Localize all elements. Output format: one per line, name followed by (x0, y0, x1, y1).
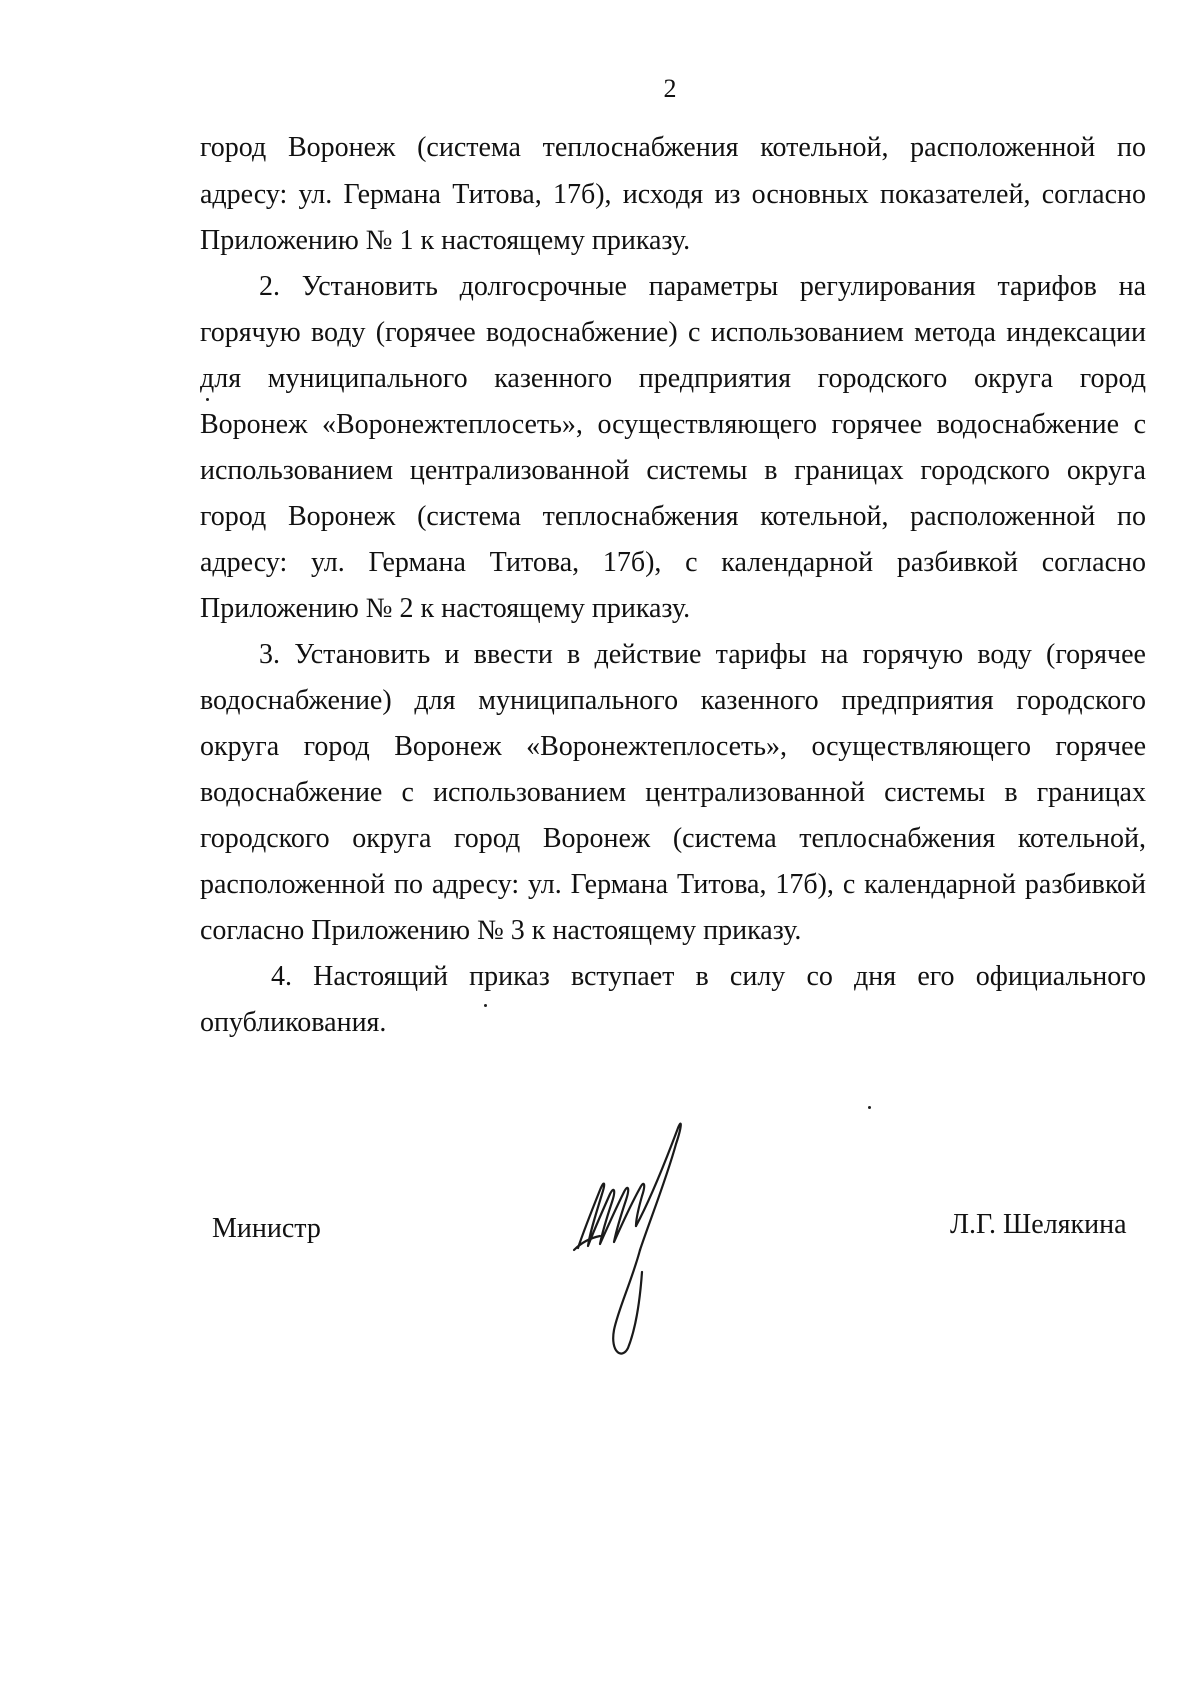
paragraph-line: водоснабжение) для муниципального казенного предприятия городского (200, 685, 1146, 716)
paragraph-line: округа город Воронеж «Воронежтеплосеть», осуществляющего горячее (200, 731, 1146, 762)
signatory-name: Л.Г. Шелякина (950, 1209, 1127, 1240)
paragraph-line: 4. Настоящий приказ вступает в силу со дня его официального (271, 961, 1146, 992)
page-number: 2 (663, 74, 677, 103)
paragraph-line: расположенной по адресу: ул. Германа Титова, 17б), с календарной разбивкой (200, 869, 1146, 900)
paragraph-line: Воронеж «Воронежтеплосеть», осуществляющего горячее водоснабжение с (200, 409, 1146, 440)
paragraph-line: адресу: ул. Германа Титова, 17б), исходя из основных показателей, согласно (200, 179, 1146, 210)
paragraph-line: адресу: ул. Германа Титова, 17б), с календарной разбивкой согласно (200, 547, 1146, 578)
paragraph-line: опубликования. (200, 1007, 387, 1038)
paragraph-line: Приложению № 2 к настоящему приказу. (200, 593, 691, 624)
paragraph-line: 2. Установить долгосрочные параметры регулирования тарифов на (259, 271, 1146, 302)
paragraph-line: городского округа город Воронеж (система теплоснабжения котельной, (200, 823, 1146, 854)
scan-speck (868, 1106, 871, 1109)
paragraph-line: для муниципального казенного предприятия городского округа город (200, 363, 1146, 394)
paragraph-line: город Воронеж (система теплоснабжения котельной, расположенной по (200, 132, 1146, 163)
paragraph-line: 3. Установить и ввести в действие тарифы на горячую воду (горячее (259, 639, 1146, 670)
paragraph-line: город Воронеж (система теплоснабжения котельной, расположенной по (200, 501, 1146, 532)
handwritten-signature (570, 1120, 730, 1360)
paragraph-line: горячую воду (горячее водоснабжение) с использованием метода индексации (200, 317, 1146, 348)
scan-speck (206, 398, 209, 401)
paragraph-line: водоснабжение с использованием централизованной системы в границах (200, 777, 1146, 808)
signatory-title: Министр (212, 1213, 321, 1244)
paragraph-line: согласно Приложению № 3 к настоящему приказу. (200, 915, 802, 946)
paragraph-line: Приложению № 1 к настоящему приказу. (200, 225, 691, 256)
paragraph-line: использованием централизованной системы в границах городского округа (200, 455, 1146, 486)
